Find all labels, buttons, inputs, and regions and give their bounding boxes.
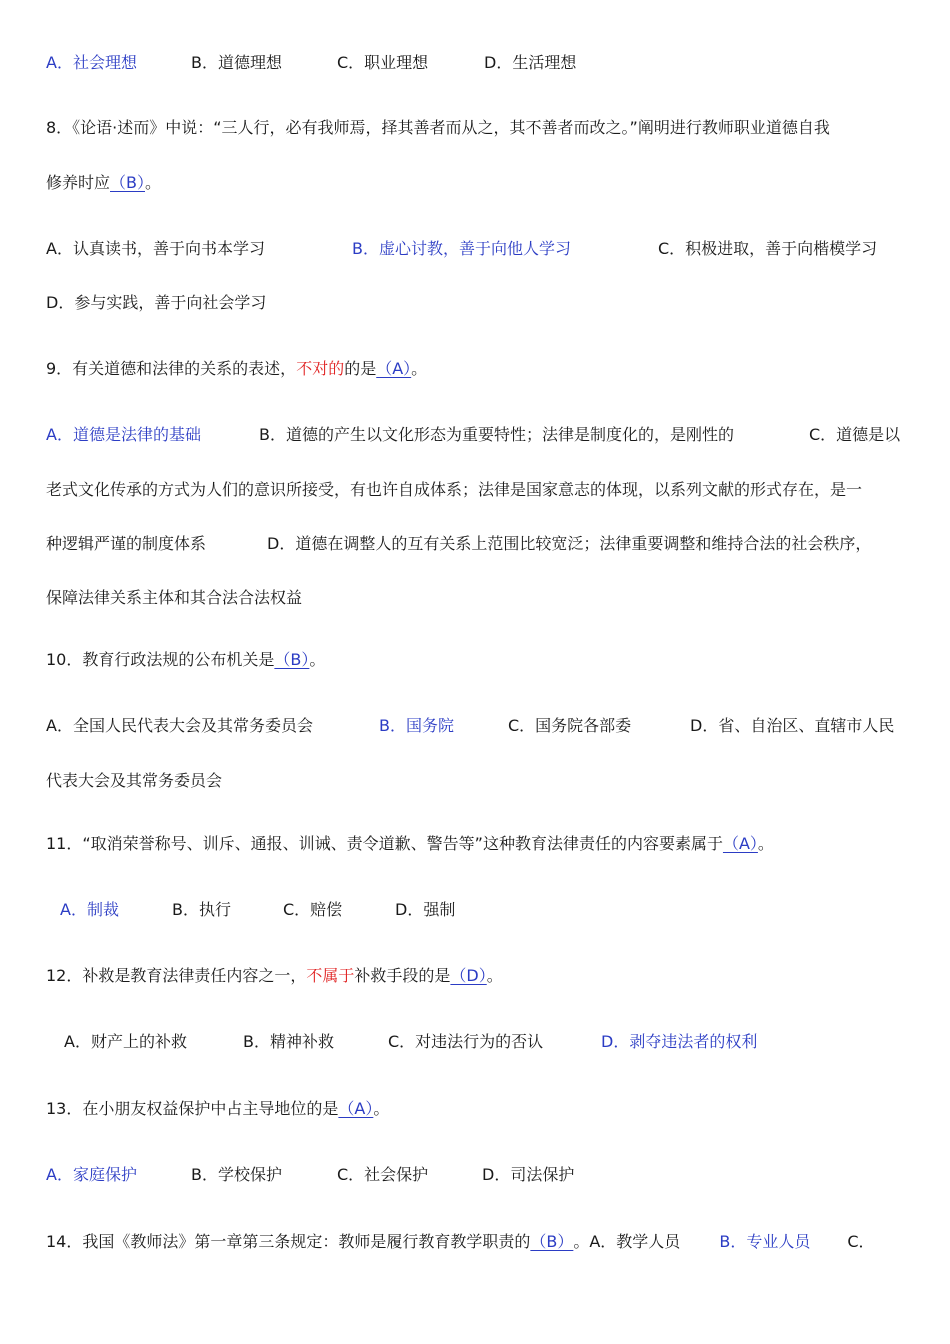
- q12-stem-post: 补救手段的是: [354, 966, 451, 985]
- q9-question: [46, 357, 427, 381]
- q10-option-a: A．全国人民代表大会及其常务委员会: [46, 716, 313, 735]
- q9-option-c-cont: 老式文化传承的方式为人们的意识所接受，有也许自成体系；法律是国家意志的体现，以系列文献的形式存在，是一: [46, 480, 863, 499]
- q13-answer: （A）: [338, 1099, 374, 1118]
- q8-options-line2: [46, 291, 266, 315]
- q12-option-d: D．剥夺违法者的权利: [601, 1032, 758, 1051]
- q13-option-c: C．社会保护: [337, 1165, 429, 1184]
- q9-option-d-cont: 保障法律关系主体和其合法合法权益: [46, 588, 303, 607]
- q8-period: 。: [145, 173, 162, 192]
- q11-period: 。: [757, 834, 774, 853]
- q9-option-d: D．道德在调整人的互有关系上范围比较宽泛；法律重要调整和维持合法的社会秩序，: [267, 534, 872, 553]
- q11-question: [46, 832, 774, 856]
- q7-option-b: B．道德理想: [191, 53, 282, 72]
- q9-stem-post: 的是: [344, 359, 377, 378]
- q8-options: [46, 237, 877, 261]
- q8-option-c: C．积极进取，善于向楷模学习: [658, 239, 878, 258]
- q12-emphasis: 不属于: [306, 966, 355, 985]
- q13-option-d: D．司法保护: [482, 1165, 575, 1184]
- q12-options: [64, 1030, 757, 1054]
- q12-option-b: B．精神补救: [243, 1032, 334, 1051]
- q9-answer: （A）: [376, 359, 412, 378]
- q10-question: [46, 648, 325, 672]
- q9-stem: 9．有关道德和法律的关系的表述，: [46, 359, 297, 378]
- q10-options-line2: [46, 769, 222, 793]
- q12-answer: （D）: [450, 966, 487, 985]
- q8-option-b: B．虚心讨教，善于向他人学习: [352, 239, 571, 258]
- q13-stem: 13．在小朋友权益保护中占主导地位的是: [46, 1099, 339, 1118]
- q9-option-b: B．道德的产生以文化形态为重要特性；法律是制度化的，是刚性的: [259, 425, 734, 444]
- q14-answer: （B）: [530, 1232, 574, 1251]
- q12-option-c: C．对违法行为的否认: [388, 1032, 544, 1051]
- q11-option-c: C．赔偿: [283, 900, 343, 919]
- q8-question-line2: [46, 171, 161, 195]
- q13-option-a: A．家庭保护: [46, 1165, 137, 1184]
- q10-option-b: B．国务院: [379, 716, 454, 735]
- q10-option-c: C．国务院各部委: [508, 716, 632, 735]
- q10-options-line1: [46, 714, 894, 738]
- q13-option-b: B．学校保护: [191, 1165, 282, 1184]
- q7-option-a: A．社会理想: [46, 53, 137, 72]
- q11-option-b: B．执行: [172, 900, 231, 919]
- q14-question: [46, 1230, 875, 1254]
- q11-option-a: A．制裁: [60, 900, 119, 919]
- q11-options: [60, 898, 455, 922]
- q14-option-a: 。A．教学人员: [573, 1232, 681, 1251]
- q11-option-d: D．强制: [395, 900, 456, 919]
- q14-stem: 14．我国《教师法》第一章第三条规定：教师是履行教育教学职责的: [46, 1232, 531, 1251]
- q9-emphasis: 不对的: [296, 359, 345, 378]
- q11-answer: （A）: [722, 834, 758, 853]
- q9-option-c-end: 种逻辑严谨的制度体系: [46, 534, 207, 553]
- q8-option-a: A．认真读书，善于向书本学习: [46, 239, 265, 258]
- q10-option-d: D．省、自治区、直辖市人民: [690, 716, 895, 735]
- q10-answer: （B）: [274, 650, 310, 669]
- q9-options-line2: [46, 478, 862, 502]
- q8-question-line1: [46, 116, 830, 140]
- q10-period: 。: [309, 650, 326, 669]
- q9-options-line1: [46, 423, 900, 447]
- q12-period: 。: [486, 966, 503, 985]
- q7-option-c: C．职业理想: [337, 53, 429, 72]
- q14-option-b: B．专业人员: [719, 1232, 811, 1251]
- q10-option-d-cont: 代表大会及其常务委员会: [46, 771, 223, 790]
- q8-answer: （B）: [110, 173, 145, 192]
- q12-question: [46, 964, 503, 988]
- q9-option-c: C．道德是以: [809, 425, 901, 444]
- q8-stem-end: 修养时应: [46, 173, 111, 192]
- q9-period: 。: [411, 359, 428, 378]
- q11-stem: 11．“取消荣誉称号、训斥、通报、训诫、责令道歉、警告等”这种教育法律责任的内容要素属于: [46, 834, 723, 853]
- q13-question: [46, 1097, 389, 1121]
- q12-option-a: A．财产上的补救: [64, 1032, 187, 1051]
- q9-options-line4: [46, 586, 302, 610]
- q14-option-c: C．: [847, 1232, 875, 1251]
- q7-options: [46, 51, 576, 75]
- q8-option-d: D．参与实践，善于向社会学习: [46, 293, 267, 312]
- q12-stem: 12．补救是教育法律责任内容之一，: [46, 966, 307, 985]
- q7-option-d: D．生活理想: [484, 53, 577, 72]
- q9-options-line3: [46, 532, 871, 556]
- q8-stem: 8．《论语·述而》中说：“三人行，必有我师焉，择其善者而从之，其不善者而改之。”阐明进行教师职业道德自我: [46, 118, 830, 137]
- q13-period: 。: [373, 1099, 390, 1118]
- q9-option-a: A．道德是法律的基础: [46, 425, 201, 444]
- q10-stem: 10．教育行政法规的公布机关是: [46, 650, 275, 669]
- q13-options: [46, 1163, 574, 1187]
